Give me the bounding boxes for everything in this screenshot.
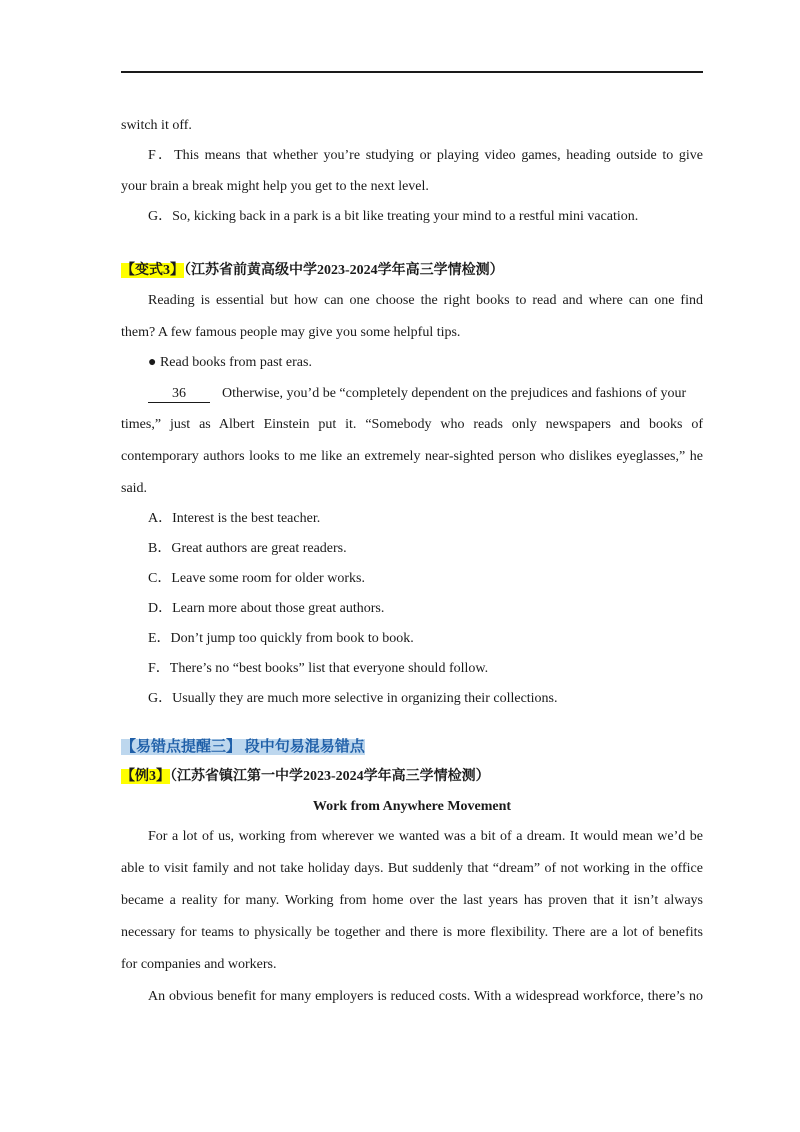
section-heading xyxy=(121,738,703,757)
text-line: Otherwise, you’d be “completely dependent on the prejudices and fashions of your xyxy=(222,386,687,401)
variant-source: （江苏省前黄高级中学2023-2024学年高三学情检测） xyxy=(184,263,504,278)
text-line: for companies and workers. xyxy=(121,957,277,972)
example-tag: 【例3】 xyxy=(121,769,170,784)
variant-header xyxy=(121,262,703,280)
text-line: Reading is essential but how can one choose the right books to read and where can one find xyxy=(148,293,703,308)
bullet-item: ● Read books from past eras. xyxy=(148,355,312,370)
text-line: necessary for teams to physically be together and there is more flexibility. There are a lot of benefits xyxy=(121,925,703,940)
passage-title: Work from Anywhere Movement xyxy=(312,799,512,814)
option-A: A．Interest is the best teacher. xyxy=(148,511,321,526)
option-D: D．Learn more about those great authors. xyxy=(148,601,385,616)
text-line: For a lot of us, working from wherever we wanted was a bit of a dream. It would mean we’d be xyxy=(148,829,703,844)
text-line: able to visit family and not take holiday days. But suddenly that “dream” of not working in the office xyxy=(121,861,703,876)
answer-blank-36: 36 xyxy=(148,386,210,403)
section-heading-text: 【易错点提醒三】 段中句易混易错点 xyxy=(121,739,365,755)
text-line: became a reality for many. Working from home over the last years has proven that it isn’t always xyxy=(121,893,703,908)
text-line: contemporary authors looks to me like an extremely near-sighted person who dislikes eyeglasses,” he xyxy=(121,449,703,464)
option-B: B．Great authors are great readers. xyxy=(148,541,347,556)
option-G: G．Usually they are much more selective in organizing their collections. xyxy=(148,691,558,706)
example-header xyxy=(121,768,703,786)
text-line: switch it off. xyxy=(121,118,192,133)
example-source: （江苏省镇江第一中学2023-2024学年高三学情检测） xyxy=(170,769,490,784)
text-line: times,” just as Albert Einstein put it. “Somebody who reads only newspapers and books of xyxy=(121,417,703,432)
variant-tag: 【变式3】 xyxy=(121,263,184,278)
blank-line xyxy=(148,385,703,403)
option-F: F．There’s no “best books” list that everyone should follow. xyxy=(148,661,489,676)
header-rule xyxy=(121,71,703,73)
option-C: C．Leave some room for older works. xyxy=(148,571,365,586)
text-line: An obvious benefit for many employers is reduced costs. With a widespread workforce, there’s no xyxy=(148,989,703,1004)
text-line: said. xyxy=(121,481,148,496)
option-E: E．Don’t jump too quickly from book to book. xyxy=(148,631,414,646)
option-F-line: F．This means that whether you’re studying or playing video games, heading outside to give xyxy=(148,148,703,163)
option-F-line: your brain a break might help you get to the next level. xyxy=(121,179,429,194)
option-G: G．So, kicking back in a park is a bit like treating your mind to a restful mini vacation. xyxy=(148,209,639,224)
text-line: them? A few famous people may give you some helpful tips. xyxy=(121,325,461,340)
